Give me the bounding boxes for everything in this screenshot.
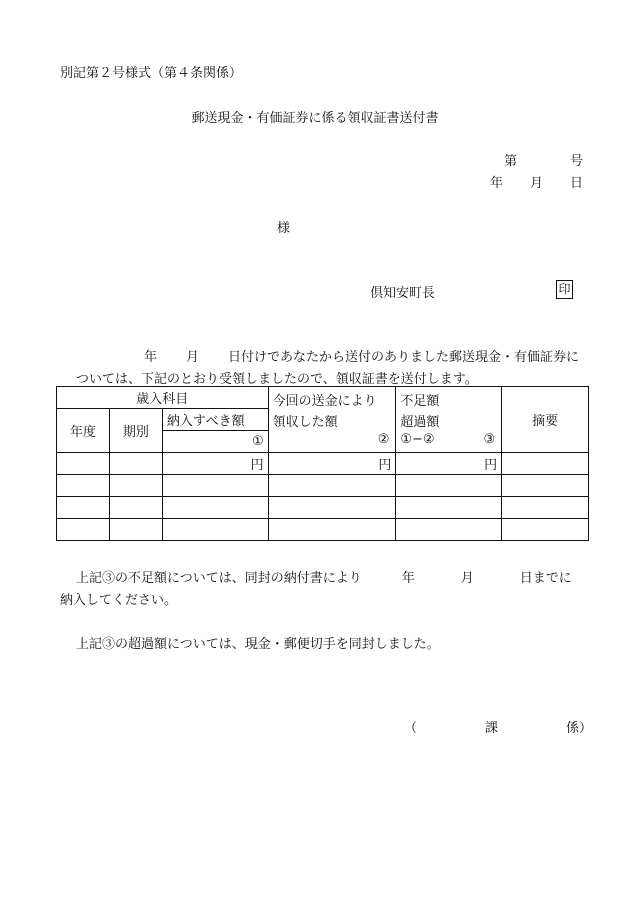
table-row [57,497,589,519]
header-diff-formula: ①−② [400,432,435,447]
cell-amount-due: 円 [162,453,268,475]
table-row [57,519,589,541]
header-remitted-line2: 領収した額 [272,415,338,430]
header-fiscal-year: 年度 [57,409,110,453]
shortage-note [76,567,572,586]
cell-remarks [502,453,589,475]
staff-label: 係） [566,721,593,736]
document-title: 郵送現金・有価証券に係る領収証書送付書 [191,111,439,126]
date-month-label: 月 [530,176,544,191]
header-amount-due-mark: ① [162,431,268,453]
table-row [57,475,589,497]
intro-line-1 [144,346,579,365]
header-period: 期別 [109,409,162,453]
shortage-year: 年 [401,571,415,586]
header-diff-mark: ③ [483,432,496,447]
header-diff-line2: 超過額 [400,415,440,430]
cell-difference: 円 [396,453,502,475]
header-remitted [268,387,396,453]
date-year-label: 年 [490,176,504,191]
intro-line-2: ついては、下記のとおり受領しましたので、領収証書を送付します。 [76,372,478,387]
sender-name: 倶知安町長 [370,286,436,301]
shortage-note-line2: 納入してください。 [60,593,178,608]
header-remarks: 摘要 [502,387,589,453]
shortage-text: 上記③の不足額については、同封の納付書により [76,571,362,586]
section-label: 課 [485,721,499,736]
header-remitted-mark: ② [377,432,390,447]
shortage-month: 月 [460,571,474,586]
addressee-suffix: 様 [277,221,291,236]
form-number: 別記第２号様式（第４条関係） [60,66,243,81]
receipt-table [56,386,589,541]
header-remitted-line1: 今回の送金により [272,394,377,409]
intro-year: 年 [144,350,158,365]
header-diff-line1: 不足額 [400,394,440,409]
header-revenue-item: 歳入科目 [57,387,269,409]
cell-remitted: 円 [268,453,396,475]
cell-period [109,453,162,475]
shortage-suffix: 日までに [519,571,572,586]
excess-note: 上記③の超過額については、現金・郵便切手を同封しました。 [76,637,440,652]
cell-year [57,453,110,475]
date-day-label: 日 [570,176,584,191]
intro-month: 月 [186,350,200,365]
open-paren: （ [404,721,418,736]
header-difference [396,387,502,453]
doc-number-dai: 第 [504,154,518,169]
contact-section [404,717,592,736]
intro-text: 日付けであなたから送付のありました郵送現金・有価証券に [228,350,580,365]
seal-mark: 印 [556,280,573,299]
header-amount-due: 納入すべき額 [162,409,268,431]
doc-number-gou: 号 [570,154,584,169]
